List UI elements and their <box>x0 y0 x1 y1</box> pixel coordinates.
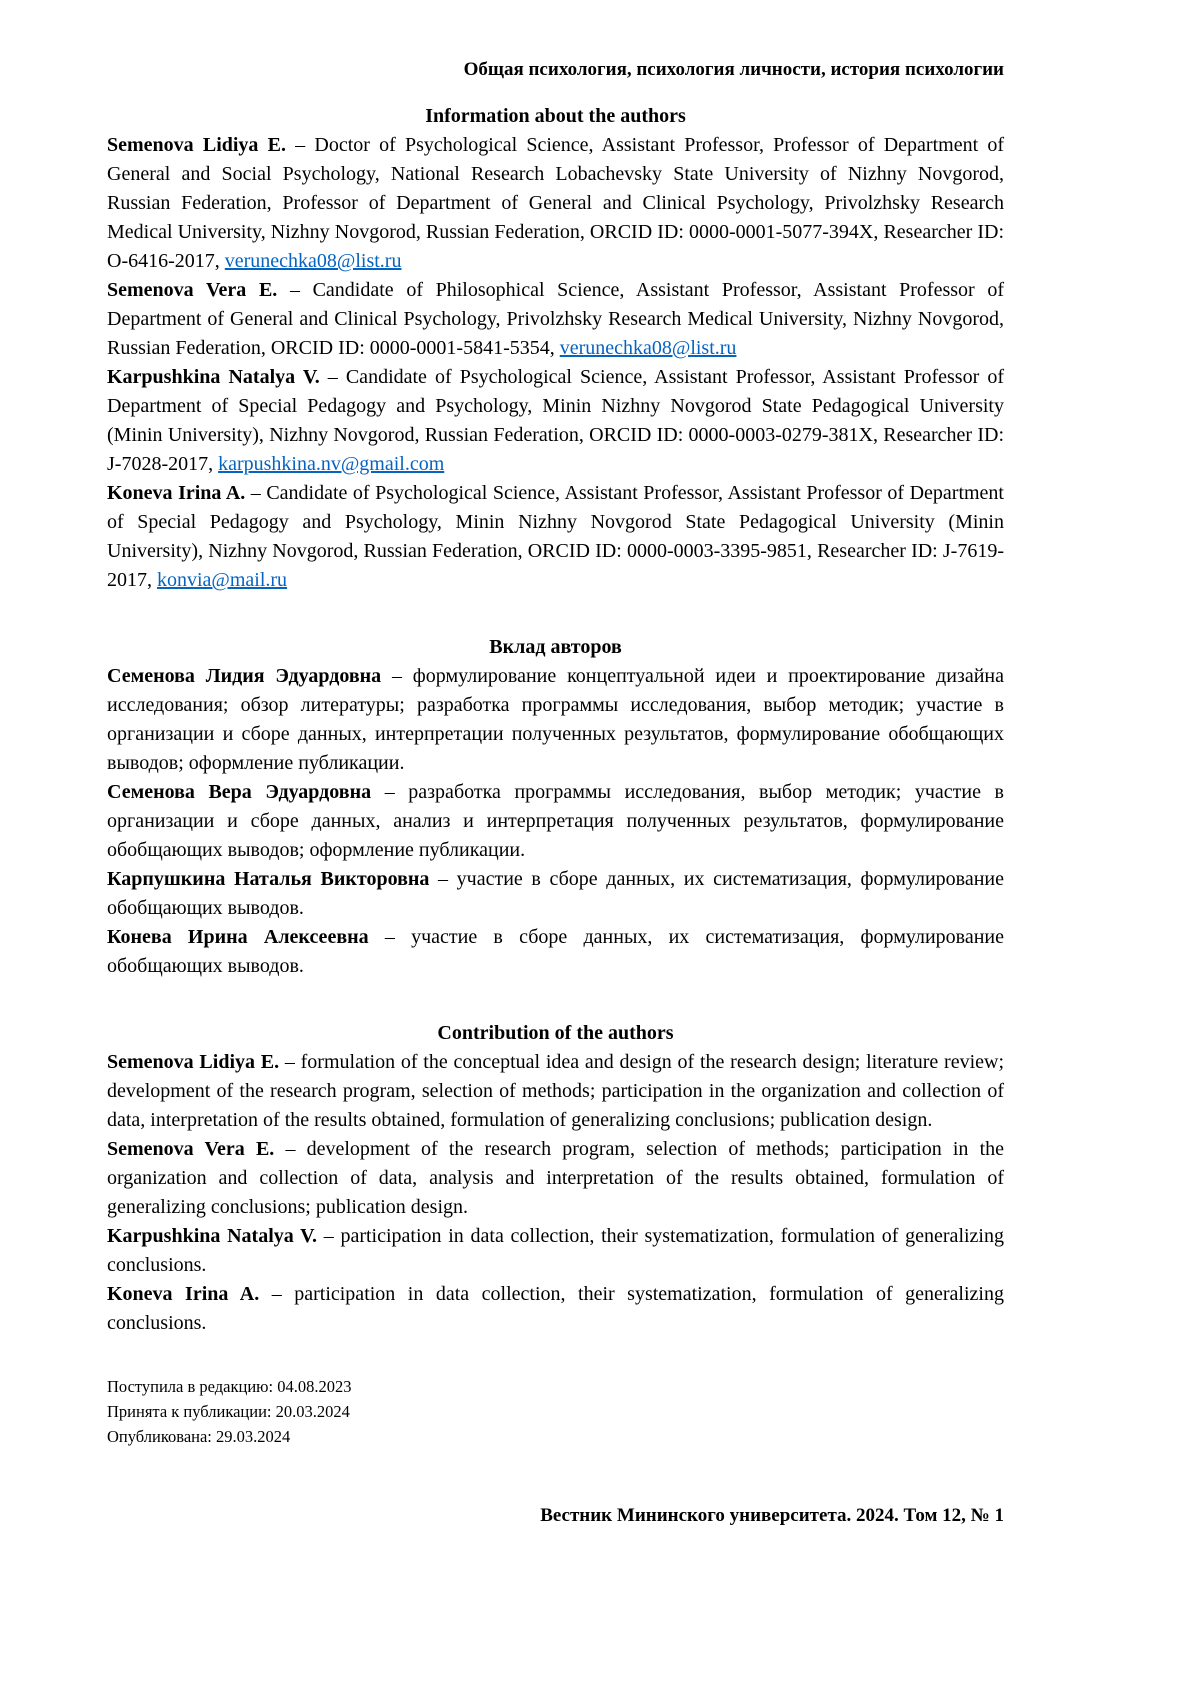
author-email-link[interactable]: verunechka08@list.ru <box>559 337 737 359</box>
contribution-description: – разработка программы исследования, выбор методик; участие в организации и сборе данных, анализ и интерпретация полученных результатов, формулирование обобщающих выводов; оформление публикации. <box>107 781 1005 861</box>
author-name: Semenova Lidiya E. <box>107 134 286 156</box>
author-name: Semenova Vera E. <box>107 1138 275 1160</box>
author-name: Конева Ирина Алексеевна <box>107 926 369 948</box>
date-published: Опубликована: 29.03.2024 <box>107 1427 291 1446</box>
author-description: – Candidate of Psychological Science, Assistant Professor, Assistant Professor of Department of Special Pedagogy and Psychology, Minin Nizhny Novgorod State Pedagogical University (Minin University), Nizhny Novgorod, Russian Federation, ORCID ID: 0000-0003-3395-9851, Researcher ID: J-7619-2017, <box>107 482 1004 591</box>
author-name: Koneva Irina A. <box>107 482 246 504</box>
author-description: – Candidate of Philosophical Science, Assistant Professor, Assistant Professor of Department of General and Clinical Psychology, Privolzhsky Research Medical University, Nizhny Novgorod, Russian Federation, ORCID ID: 0000-0001-5841-5354, <box>107 279 1004 359</box>
author-email-link[interactable]: karpushkina.nv@gmail.com <box>218 453 445 475</box>
contribution-description: – participation in data collection, their systematization, formulation of generalizing conclusions. <box>107 1283 1004 1334</box>
running-head: Общая психология, психология личности, история психологии <box>463 59 1004 80</box>
contribution-ru-paragraph <box>107 662 1004 778</box>
contribution-description: – development of the research program, selection of methods; participation in the organization and collection of data, analysis and interpretation of the results obtained, formulation of generalizing conclusions; publication design. <box>107 1138 1005 1218</box>
author-info-paragraph <box>107 363 1004 479</box>
contribution-en-paragraph <box>107 1135 1004 1222</box>
author-info-paragraph <box>107 131 1004 276</box>
contribution-description: – участие в сборе данных, их систематизация, формулирование обобщающих выводов. <box>107 926 1004 977</box>
section-heading-contribution-ru: Вклад авторов <box>489 636 622 658</box>
date-accepted: Принята к публикации: 20.03.2024 <box>107 1402 350 1421</box>
journal-footer: Вестник Мининского университета. 2024. Том 12, № 1 <box>540 1505 1004 1526</box>
author-email-link[interactable]: konvia@mail.ru <box>157 569 288 591</box>
contribution-description: – participation in data collection, their systematization, formulation of generalizing conclusions. <box>107 1225 1004 1276</box>
contribution-ru-paragraph <box>107 778 1004 865</box>
author-name: Karpushkina Natalya V. <box>107 366 320 388</box>
author-email-link[interactable]: verunechka08@list.ru <box>224 250 402 272</box>
author-name: Koneva Irina A. <box>107 1283 260 1305</box>
article-dates <box>107 1374 1004 1449</box>
author-name: Semenova Vera E. <box>107 279 278 301</box>
date-received: Поступила в редакцию: 04.08.2023 <box>107 1377 352 1396</box>
contribution-ru-paragraph <box>107 923 1004 981</box>
contribution-en-paragraph <box>107 1222 1004 1280</box>
section-heading-information-about-authors: Information about the authors <box>425 105 686 127</box>
contribution-ru-paragraph <box>107 865 1004 923</box>
author-name: Семенова Вера Эдуардовна <box>107 781 372 803</box>
author-description: – Doctor of Psychological Science, Assistant Professor, Professor of Department of General and Social Psychology, National Research Lobachevsky State University of Nizhny Novgorod, Russian Federation, Professor of Department of General and Clinical Psychology, Privolzhsky Research Medical University, Nizhny Novgorod, Russian Federation, ORCID ID: 0000-0001-5077-394X, Researcher ID: O-6416-2017, <box>107 134 1004 272</box>
author-name: Семенова Лидия Эдуардовна <box>107 665 382 687</box>
section-heading-contribution-en: Contribution of the authors <box>437 1022 674 1044</box>
contribution-description: – формулирование концептуальной идеи и проектирование дизайна исследования; обзор литературы; разработка программы исследования, выбор методик; участие в организации и сборе данных, интерпретации полученных результатов, формулирование обобщающих выводов; оформление публикации. <box>107 665 1004 774</box>
author-name: Karpushkina Natalya V. <box>107 1225 317 1247</box>
author-name: Карпушкина Наталья Викторовна <box>107 868 430 890</box>
author-name: Semenova Lidiya E. <box>107 1051 280 1073</box>
author-info-paragraph <box>107 276 1004 363</box>
contribution-en-paragraph <box>107 1280 1004 1338</box>
author-info-paragraph <box>107 479 1004 595</box>
contribution-description: – formulation of the conceptual idea and design of the research design; literature review; development of the research program, selection of methods; participation in the organization and collection of data, interpretation of the results obtained, formulation of generalizing conclusions; publication design. <box>107 1051 1004 1131</box>
contribution-description: – участие в сборе данных, их систематизация, формулирование обобщающих выводов. <box>107 868 1004 919</box>
author-description: – Candidate of Psychological Science, Assistant Professor, Assistant Professor of Department of Special Pedagogy and Psychology, Minin Nizhny Novgorod State Pedagogical University (Minin University), Nizhny Novgorod, Russian Federation, ORCID ID: 0000-0003-0279-381X, Researcher ID: J-7028-2017, <box>107 366 1004 475</box>
contribution-en-paragraph <box>107 1048 1004 1135</box>
